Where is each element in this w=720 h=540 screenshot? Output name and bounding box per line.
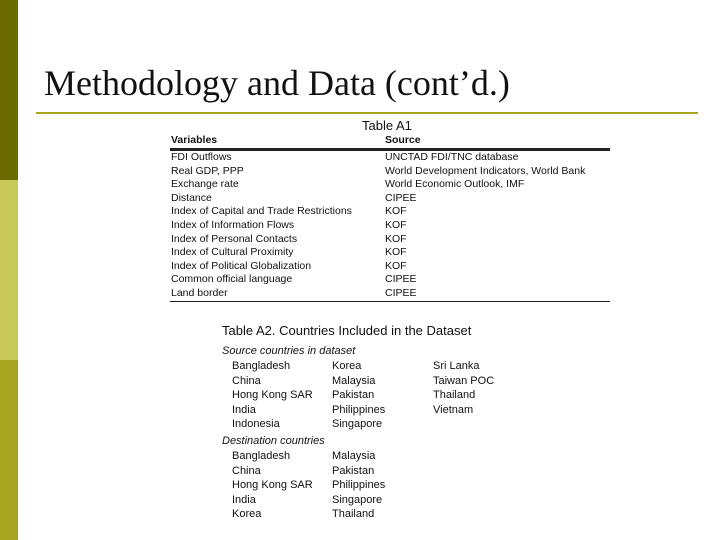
- country-item: China: [232, 374, 261, 387]
- header-variables: Variables: [171, 134, 218, 146]
- source-cell: KOF: [385, 218, 407, 231]
- source-cell: CIPEE: [385, 286, 417, 299]
- source-cell: World Economic Outlook, IMF: [385, 178, 525, 191]
- variable-cell: Exchange rate: [171, 178, 239, 191]
- table-row: [170, 260, 610, 274]
- country-item: Thailand: [433, 389, 476, 401]
- variable-cell: FDI Outflows: [171, 151, 232, 163]
- decorative-sidebar: [0, 0, 18, 540]
- table-row: [170, 246, 610, 260]
- variable-cell: Index of Information Flows: [171, 218, 295, 231]
- table-row: [170, 219, 610, 233]
- variable-cell: Index of Political Globalization: [171, 259, 312, 272]
- table-row: [170, 192, 610, 206]
- table-row: [170, 205, 610, 219]
- source-countries-label: Source countries in dataset: [222, 345, 356, 357]
- table-a2-caption: Table A2. Countries Included in the Dataset: [222, 323, 472, 338]
- country-item: Pakistan: [332, 464, 375, 477]
- country-item: Bangladesh: [232, 450, 291, 462]
- source-cell: KOF: [385, 246, 407, 259]
- source-cell: CIPEE: [385, 191, 417, 204]
- variable-cell: Distance: [171, 191, 212, 204]
- country-item: Korea: [332, 360, 362, 372]
- country-item: Singapore: [332, 418, 383, 430]
- source-cell: CIPEE: [385, 273, 417, 286]
- country-item: Hong Kong SAR: [232, 389, 313, 401]
- source-cell: KOF: [385, 205, 407, 218]
- country-item: India: [232, 493, 256, 506]
- table-row: [170, 165, 610, 179]
- variable-cell: Index of Capital and Trade Restrictions: [171, 205, 352, 218]
- table-a1-caption: Table A1: [362, 118, 412, 133]
- country-item: Vietnam: [433, 403, 474, 416]
- country-item: Hong Kong SAR: [232, 479, 313, 491]
- source-cell: World Development Indicators, World Bank: [385, 164, 586, 177]
- destination-country-column: [332, 449, 385, 522]
- country-item: Malaysia: [332, 450, 376, 462]
- title-underline: [36, 112, 698, 114]
- slide-title: Methodology and Data (cont’d.): [44, 63, 510, 103]
- country-item: Singapore: [332, 493, 383, 506]
- source-country-column: [332, 359, 385, 432]
- country-item: Taiwan POC: [433, 374, 495, 387]
- variable-cell: Common official language: [171, 273, 293, 286]
- sidebar-block-light: [0, 180, 18, 360]
- source-cell: KOF: [385, 259, 407, 272]
- country-item: Philippines: [332, 403, 386, 416]
- table-row: [170, 233, 610, 247]
- country-item: Malaysia: [332, 374, 376, 387]
- country-item: Sri Lanka: [433, 360, 480, 372]
- variable-cell: Index of Personal Contacts: [171, 232, 298, 245]
- country-item: Pakistan: [332, 389, 375, 401]
- source-cell: KOF: [385, 232, 407, 245]
- country-item: Philippines: [332, 479, 386, 491]
- country-item: Thailand: [332, 508, 375, 520]
- table-a1-body: [170, 150, 610, 302]
- country-item: Korea: [232, 508, 262, 520]
- table-a1-header: [170, 134, 610, 150]
- table-row: [170, 273, 610, 287]
- source-country-column: [232, 359, 313, 432]
- country-item: Indonesia: [232, 418, 280, 430]
- country-item: China: [232, 464, 261, 477]
- country-item: Bangladesh: [232, 360, 291, 372]
- source-country-column: [433, 359, 494, 417]
- table-row: [170, 178, 610, 192]
- variable-cell: Real GDP, PPP: [171, 164, 244, 177]
- variable-cell: Index of Cultural Proximity: [171, 246, 294, 259]
- variable-cell: Land border: [171, 286, 228, 299]
- source-cell: UNCTAD FDI/TNC database: [385, 151, 519, 163]
- destination-country-column: [232, 449, 313, 522]
- table-row: [170, 287, 610, 302]
- header-source: Source: [385, 134, 421, 146]
- country-item: India: [232, 403, 256, 416]
- sidebar-block-medium: [0, 360, 18, 540]
- sidebar-block-dark: [0, 0, 18, 180]
- table-row: [170, 150, 610, 165]
- destination-countries-label: Destination countries: [222, 435, 325, 447]
